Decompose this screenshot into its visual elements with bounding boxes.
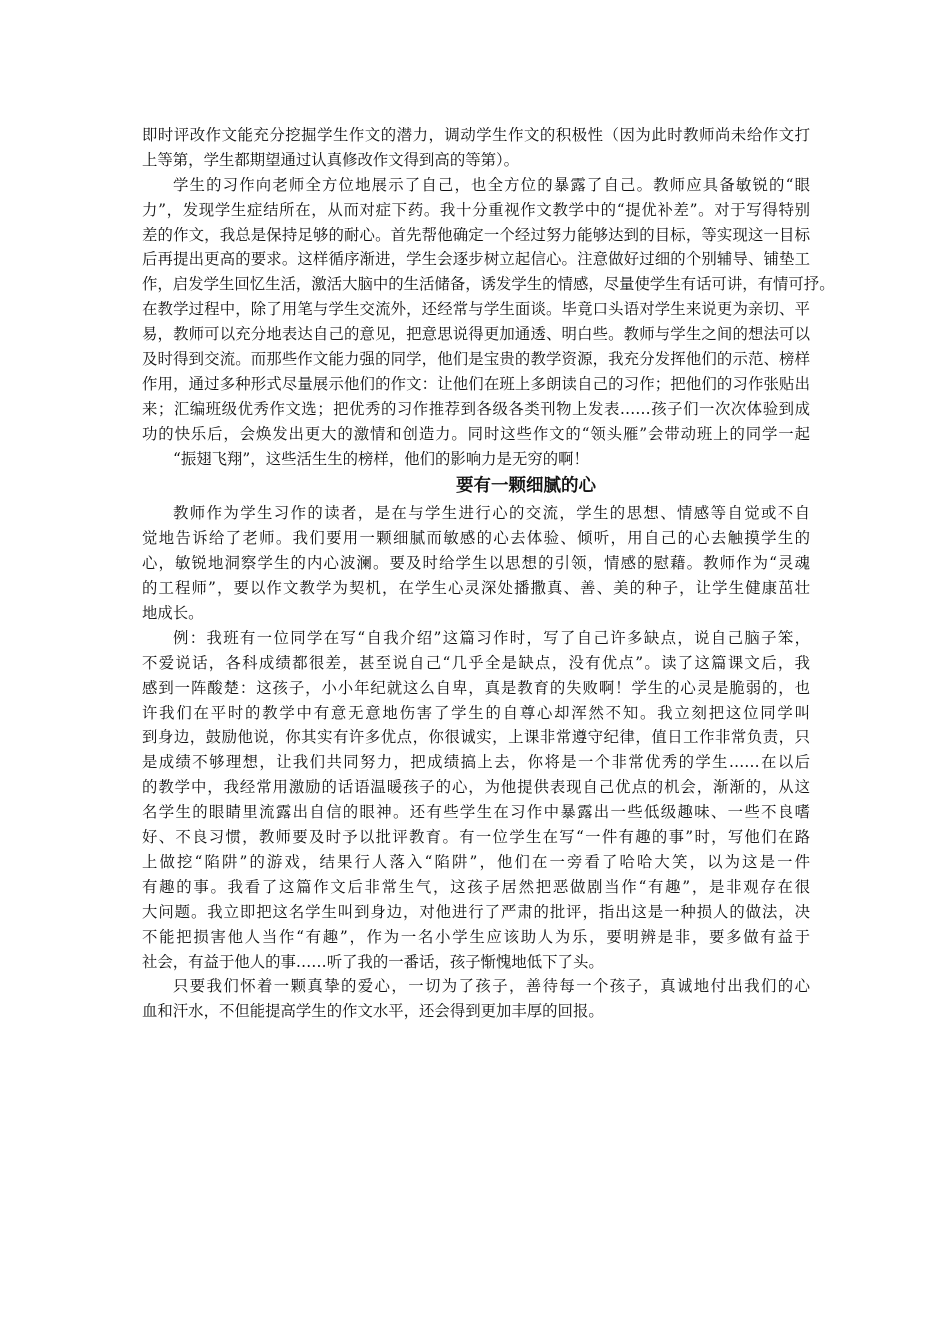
- text-line: 有趣的事。我看了这篇作文后非常生气，这孩子居然把恶做剧当作“有趣”，是非观存在很: [142, 877, 810, 896]
- text-line: 的教学中，我经常用激励的话语温暖孩子的心，为他提供表现自己优点的机会，渐渐的，从这: [142, 778, 810, 797]
- paragraph: [142, 501, 810, 625]
- text-line: 到身边，鼓励他说，你其实有许多优点，你很诚实，上课非常遵守纪律，值日工作非常负责，只: [142, 728, 810, 747]
- text-line: 上做挖“陷阱”的游戏，结果行人落入“陷阱”，他们在一旁看了哈哈大笑，以为这是一件: [142, 852, 810, 871]
- text-line: 名学生的眼睛里流露出自信的眼神。还有些学生在习作中暴露出一些低级趣味、一些不良嗜: [142, 803, 810, 822]
- paragraph: [142, 974, 810, 1024]
- text-line: 的工程师”，要以作文教学为契机，在学生心灵深处播撒真、善、美的种子，让学生健康茁壮: [142, 579, 810, 598]
- document-page: [142, 123, 835, 1024]
- text-line: 力”，发现学生症结所在，从而对症下药。我十分重视作文教学中的“提优补差”。对于写得特别: [142, 200, 810, 219]
- text-line: 许我们在平时的教学中有意无意地伤害了学生的自尊心却浑然不知。我立刻把这位同学叫: [142, 703, 810, 722]
- text-line: 心，敏锐地洞察学生的内心波澜。要及时给学生以思想的引领，情感的慰藉。教师作为“灵魂: [142, 554, 810, 573]
- text-line: 只要我们怀着一颗真挚的爱心，一切为了孩子，善待每一个孩子，真诚地付出我们的心: [173, 977, 810, 996]
- text-line: 及时得到交流。而那些作文能力强的同学，他们是宝贵的教学资源，我充分发挥他们的示范、榜样: [142, 350, 810, 369]
- text-line: 作，启发学生回忆生活，激活大脑中的生活储备，诱发学生的情感，尽量使学生有话可讲，有情可抒。: [142, 275, 835, 294]
- text-line: 不能把损害他人当作“有趣”，作为一名小学生应该助人为乐，要明辨是非，要多做有益于: [142, 927, 810, 946]
- text-line: 即时评改作文能充分挖掘学生作文的潜力，调动学生作文的积极性（因为此时教师尚未给作文打: [142, 126, 810, 144]
- text-line: 作用，通过多种形式尽量展示他们的作文：让他们在班上多朗读自己的习作；把他们的习作张贴出: [142, 374, 810, 393]
- paragraph: [142, 626, 810, 974]
- text-line: 感到一阵酸楚：这孩子，小小年纪就这么自卑，真是教育的失败啊！学生的心灵是脆弱的，也: [142, 678, 810, 697]
- text-line: 来；汇编班级优秀作文选；把优秀的习作推荐到各级各类刊物上发表……孩子们一次次体验到成: [142, 399, 810, 418]
- text-line: 学生的习作向老师全方位地展示了自己，也全方位的暴露了自己。教师应具备敏锐的“眼: [173, 175, 810, 194]
- text-line: 社会，有益于他人的事……听了我的一番话，孩子惭愧地低下了头。: [142, 952, 604, 971]
- text-line: 在教学过程中，除了用笔与学生交流外，还经常与学生面谈。毕竟口头语对学生来说更为亲切、平: [142, 300, 810, 319]
- body-after-heading: [142, 501, 810, 1024]
- text-line: 易，教师可以充分地表达自己的意见，把意思说得更加通透、明白些。教师与学生之间的想法可以: [142, 325, 810, 344]
- paragraph: [142, 173, 835, 472]
- text-line: 觉地告诉给了老师。我们要用一颗细腻而敏感的心去体验、倾听，用自己的心去触摸学生的: [142, 529, 810, 548]
- text-line: 地成长。: [142, 604, 204, 623]
- text-line: 好、不良习惯，教师要及时予以批评教育。有一位学生在写“一件有趣的事”时，写他们在路: [142, 828, 810, 847]
- body-before-heading: [142, 123, 835, 471]
- text-line: 大问题。我立即把这名学生叫到身边，对他进行了严肃的批评，指出这是一种损人的做法，决: [142, 902, 810, 921]
- text-line: 不爱说话，各科成绩都很差，甚至说自己“几乎全是缺点，没有优点”。读了这篇课文后，我: [142, 653, 810, 672]
- text-line: 后再提出更高的要求。这样循序渐进，学生会逐步树立起信心。注意做好过细的个别辅导、铺垫工: [142, 250, 810, 269]
- text-line: 是成绩不够理想，让我们共同努力，把成绩搞上去，你将是一个非常优秀的学生……在以后: [142, 753, 810, 772]
- text-line: 差的作文，我总是保持足够的耐心。首先帮他确定一个经过努力能够达到的目标，等实现这一目标: [142, 225, 810, 244]
- text-line: 教师作为学生习作的读者，是在与学生进行心的交流，学生的思想、情感等自觉或不自: [173, 504, 810, 523]
- section-heading: 要有一颗细腻的心: [456, 476, 596, 497]
- text-line: “振翅飞翔”，这些活生生的榜样，他们的影响力是无穷的啊！: [173, 449, 589, 468]
- text-line: 血和汗水，不但能提高学生的作文水平，还会得到更加丰厚的回报。: [142, 1002, 604, 1021]
- text-line: 例：我班有一位同学在写“自我介绍”这篇习作时，写了自己许多缺点，说自己脑子笨，: [173, 628, 810, 647]
- paragraph: [142, 123, 810, 173]
- text-line: 功的快乐后，会焕发出更大的激情和创造力。同时这些作文的“领头雁”会带动班上的同学一起: [142, 424, 810, 443]
- text-line: 上等第，学生都期望通过认真修改作文得到高的等第）。: [142, 150, 520, 169]
